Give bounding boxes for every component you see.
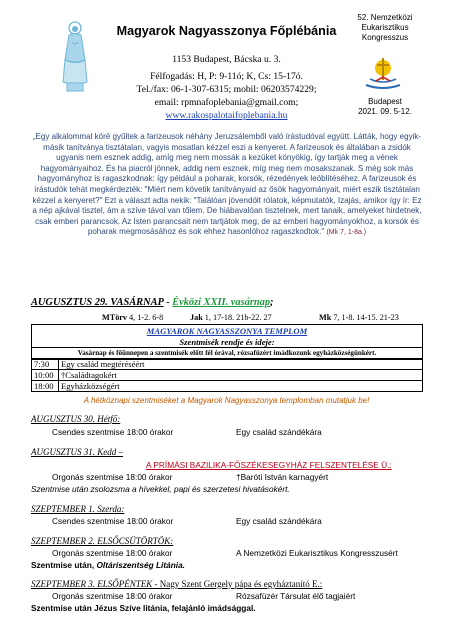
day-heading: [31, 579, 322, 589]
reading-ref: 7, 1-8. 14-15. 21-23: [333, 313, 399, 322]
after-mass-litany: Oltáriszentség Litánia.: [96, 560, 185, 570]
gospel-text: „Egy alkalommal köré gyűltek a farizeusok néhány Jeruzsálemből való írástudóval együtt. Látták, hogy egyik-másik tanítványa tisztátalan, vagyis mosatlan kézzel eszi a kenyeret. A farizeusok és általában a zsidók ugyanis nem esznek addig, amíg meg nem mossák a kezüket könyökig, így tartják meg a vének hagyományaihoz. És ha piacról jönnek, addig nem esznek, míg meg nem mosakszanak. S még sok más hagyományhoz is ragaszkodnak: így például a poharak, korsók, rézedények leöblítéséhez. A farizeusok és írástudók tehát megkérdezték: "Miért nem követik tanítványaid az ősök hagyományait, miért eszik tisztátalan kézzel a kenyeret?" Ezt a választ adta nekik: "Találóan jövendölt rólatok, képmutatók, Izajás, amikor így ír: Ez a nép ajkával tisztel, ám a szíve távol van tőlem. De hiábavalóan tisztelnek, mert tanaik, amelyeket hirdetnek, csak emberi parancsok. Az Isten parancsait nem tartjátok meg, de az emberi hagyományokhoz, a korsók és poharak megmosásához és sok ehhez hasonlóhoz ragaszkodtok.": [32, 132, 422, 237]
church-name: MAGYAROK NAGYASSZONYA TEMPLOM: [146, 326, 308, 336]
day-heading: SZEPTEMBER 1. Szerda:: [31, 504, 125, 514]
day-heading: SZEPTEMBER 2. ELSŐCSÜTÖRTÖK:: [31, 536, 174, 546]
day-heading: AUGUSZTUS 30. Hétfő:: [31, 414, 121, 424]
table-row: [32, 381, 423, 392]
mass-description: Orgonás szentmise 18:00 órakor: [52, 548, 173, 558]
congress-label: [340, 13, 430, 43]
mass-intention: A Nemzetközi Eukarisztikus Kongresszusért: [236, 548, 398, 558]
mass-description: Orgonás szentmise 18:00 órakor: [52, 472, 173, 482]
after-mass-note: Szentmise után zsolozsma a hívekkel, papi és szerzetesi hivatásokért.: [31, 484, 290, 494]
mass-time: 18:00: [32, 381, 59, 392]
after-mass-note: Szentmise után Jézus Szíve litánia, felajánló imádsággal.: [31, 603, 256, 613]
mass-description: Csendes szentmise 18:00 órakor: [52, 516, 174, 526]
mass-intention: Egy család szándékára: [236, 427, 322, 437]
day-feast: - Nagy Szent Gergely pápa és egyháztanító E.:: [152, 579, 323, 589]
congress-dates: 2021. 09. 5-12.: [358, 107, 412, 116]
mass-intention: Egyházközségért: [59, 381, 423, 392]
sunday-end: ;: [270, 297, 274, 308]
mass-intention: Egy család megtéréséért: [59, 359, 423, 370]
congress-line-2: Eukarisztikus: [361, 23, 409, 32]
mass-order-title: Szentmisék rendje és ideje:: [179, 337, 275, 347]
weekday-notice: A hétköznapi szentmiséket a Magyarok Nagyasszonya templomban mutatjuk be!: [83, 396, 370, 405]
mass-intention: †Családtagokért: [59, 370, 423, 381]
congress-line-3: Kongresszus: [361, 33, 409, 42]
mass-description: Csendes szentmise 18:00 órakor: [52, 427, 174, 437]
table-row: [32, 359, 423, 370]
mass-intention: Egy család szándékára: [236, 516, 322, 526]
mass-intention: Rózsafüzér Társulat élő tagjaiért: [236, 591, 356, 601]
reading-2: [190, 313, 272, 322]
contact-email: email: rpmnafoplebania@gmail.com;: [154, 97, 299, 108]
congress-line-1: 52. Nemzetközi: [357, 13, 413, 22]
table-row: [32, 370, 423, 381]
reading-ref: 4, 1-2. 6-8: [129, 313, 164, 322]
church-address: 1153 Budapest, Bácska u. 3.: [172, 54, 281, 65]
congress-place: [340, 97, 430, 117]
contact-phone: Tel./fax: 06-1-307-6315; mobil: 06203574229;: [136, 84, 317, 95]
after-mass-prefix: Szentmise után,: [31, 560, 97, 570]
reading-book: Mk: [319, 313, 332, 322]
mass-time: 7:30: [32, 359, 59, 370]
congress-city: Budapest: [368, 97, 402, 106]
mass-table: [31, 358, 423, 392]
gospel-quote: [32, 132, 422, 239]
mass-intention: †Baróti István karnagyért: [236, 472, 329, 482]
mass-time: 10:00: [32, 370, 59, 381]
day-title: SZEPTEMBER 3. ELSŐPÉNTEK: [31, 579, 153, 589]
congress-logo-icon: [362, 55, 404, 93]
day-heading: AUGUSZTUS 31. Kedd –: [31, 447, 124, 457]
mass-description: Orgonás szentmise 18:00 órakor: [52, 591, 173, 601]
website-link[interactable]: www.rakospalotaifoplebania.hu: [165, 110, 288, 121]
after-mass-note: [31, 560, 185, 570]
reading-3: [319, 313, 399, 322]
church-title: Magyarok Nagyasszonya Főplébánia: [116, 24, 337, 38]
mass-schedule-header: [31, 324, 423, 348]
sunday-week: Évközi XXII. vasárnap: [172, 297, 271, 308]
sunday-separator: -: [163, 297, 173, 308]
office-hours: Félfogadás: H, P: 9-11ó; K, Cs: 15-17ó.: [150, 71, 303, 82]
rosary-note: Vasárnap és főünnepen a szentmisék előtt fél órával, rózsafüzért imádkozunk egyházközségünkért.: [31, 348, 423, 360]
reading-ref: 1, 17-18. 21b-22. 27: [204, 313, 272, 322]
reading-1: [102, 313, 163, 322]
sunday-date: AUGUSZTUS 29. VASÁRNAP: [31, 297, 164, 308]
feast-title: A PRÍMÁSI BAZILIKA-FŐSZÉKESEGYHÁZ FELSZENTELÉSE Ü.:: [146, 460, 392, 470]
reading-book: Jak: [190, 313, 203, 322]
sunday-heading: [31, 297, 274, 308]
reading-book: MTörv: [102, 313, 128, 322]
gospel-reference: (Mk 7, 1-8a.): [326, 229, 367, 237]
